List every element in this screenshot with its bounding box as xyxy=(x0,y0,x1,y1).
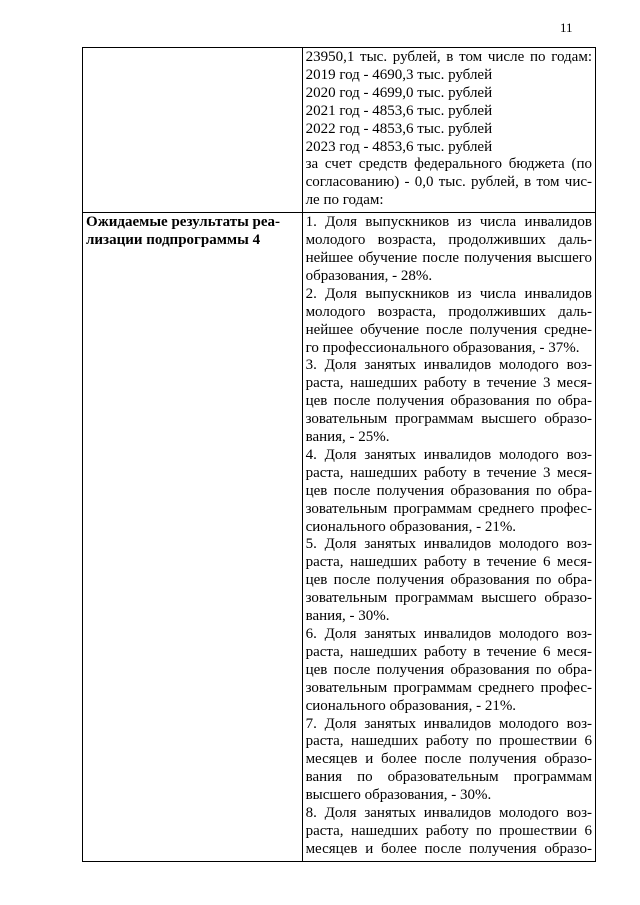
expected-result-line: 6. Доля занятых инвалидов молодого воз- xyxy=(305,626,592,642)
expected-result-line: раста, нашедших работу в течение 6 меся- xyxy=(305,643,592,660)
funding-text-line: 2022 год - 4853,6 тыс. рублей xyxy=(305,120,493,137)
expected-result-line: нейшее обучение после получения средне- xyxy=(305,321,592,338)
expected-result-line: зовательным программам высшего образо- xyxy=(305,411,592,428)
expected-result-line: 1. Доля выпускников из числа инвалидов xyxy=(305,214,592,231)
expected-result-line: цев после получения образования по обра- xyxy=(305,572,592,589)
expected-result-line: 3. Доля занятых инвалидов молодого воз- xyxy=(305,357,592,374)
expected-result-line: цев после получения образования по обра- xyxy=(305,661,592,678)
funding-text-line: согласованию) - 0,0 тыс. рублей, в том чис- xyxy=(305,174,592,191)
expected-result-line: зовательным программам высшего образо- xyxy=(305,590,592,607)
expected-result-line: сионального образования, - 21%. xyxy=(305,697,517,714)
expected-results-label-line: лизации подпрограммы 4 xyxy=(86,232,261,249)
table-row xyxy=(83,213,596,862)
expected-result-line: 2. Доля выпускников из числа инвалидов xyxy=(305,285,592,302)
expected-result-line: цев после получения образования по обра- xyxy=(305,482,592,499)
expected-result-line: 4. Доля занятых инвалидов молодого воз- xyxy=(305,446,592,463)
expected-result-line: вания, - 30%. xyxy=(305,608,390,625)
row1-right-cell xyxy=(302,48,595,213)
table-row xyxy=(83,48,596,213)
expected-result-line: цев после получения образования по обра- xyxy=(305,393,592,410)
program-table xyxy=(82,47,596,862)
row1-left-cell xyxy=(83,48,303,213)
expected-result-line: зовательным программам среднего профес- xyxy=(305,679,592,696)
expected-result-line: образования, - 28%. xyxy=(305,267,433,284)
expected-result-line: 7. Доля занятых инвалидов молодого воз- xyxy=(305,715,592,732)
expected-result-line: молодого возраста, продолживших даль- xyxy=(305,232,592,249)
funding-text-line: 2020 год - 4699,0 тыс. рублей xyxy=(305,84,493,101)
page-number: 11 xyxy=(560,20,573,35)
expected-result-line: высшего образования, - 30%. xyxy=(305,787,492,804)
funding-text-line: за счет средств федерального бюджета (по xyxy=(305,156,592,173)
expected-results-content-cell xyxy=(302,213,595,862)
expected-result-line: раста, нашедших работу по прошествии 6 xyxy=(305,733,592,750)
funding-text-line: 2021 год - 4853,6 тыс. рублей xyxy=(305,102,493,119)
expected-result-line: месяцев и более после получения образо- xyxy=(305,751,592,768)
expected-result-line: месяцев и более после получения образо- xyxy=(305,840,592,857)
expected-result-line: го профессионального образования, - 37%. xyxy=(305,339,580,356)
expected-result-line: раста, нашедших работу по прошествии 6 xyxy=(305,822,592,839)
expected-results-label-cell xyxy=(83,213,303,862)
funding-text-line: 23950,1 тыс. рублей, в том числе по годам: xyxy=(305,49,592,65)
expected-result-line: вания по образовательным программам xyxy=(305,769,592,786)
funding-text-line: 2023 год - 4853,6 тыс. рублей xyxy=(305,138,493,155)
expected-result-line: раста, нашедших работу в течение 3 меся- xyxy=(305,464,592,481)
funding-text-line: 2019 год - 4690,3 тыс. рублей xyxy=(305,66,493,83)
funding-text-line: ле по годам: xyxy=(305,192,384,209)
expected-result-line: раста, нашедших работу в течение 6 меся- xyxy=(305,554,592,571)
expected-result-line: молодого возраста, продолживших даль- xyxy=(305,303,592,320)
expected-result-line: нейшее обучение после получения высшего xyxy=(305,249,592,266)
expected-results-label-line: Ожидаемые результаты реа- xyxy=(86,214,281,231)
expected-result-line: раста, нашедших работу в течение 3 меся- xyxy=(305,375,592,392)
expected-result-line: 8. Доля занятых инвалидов молодого воз- xyxy=(305,805,592,822)
expected-result-line: сионального образования, - 21%. xyxy=(305,518,517,535)
expected-result-line: зовательным программам среднего профес- xyxy=(305,500,592,517)
expected-result-line: вания, - 25%. xyxy=(305,429,390,446)
expected-result-line: 5. Доля занятых инвалидов молодого воз- xyxy=(305,536,592,553)
